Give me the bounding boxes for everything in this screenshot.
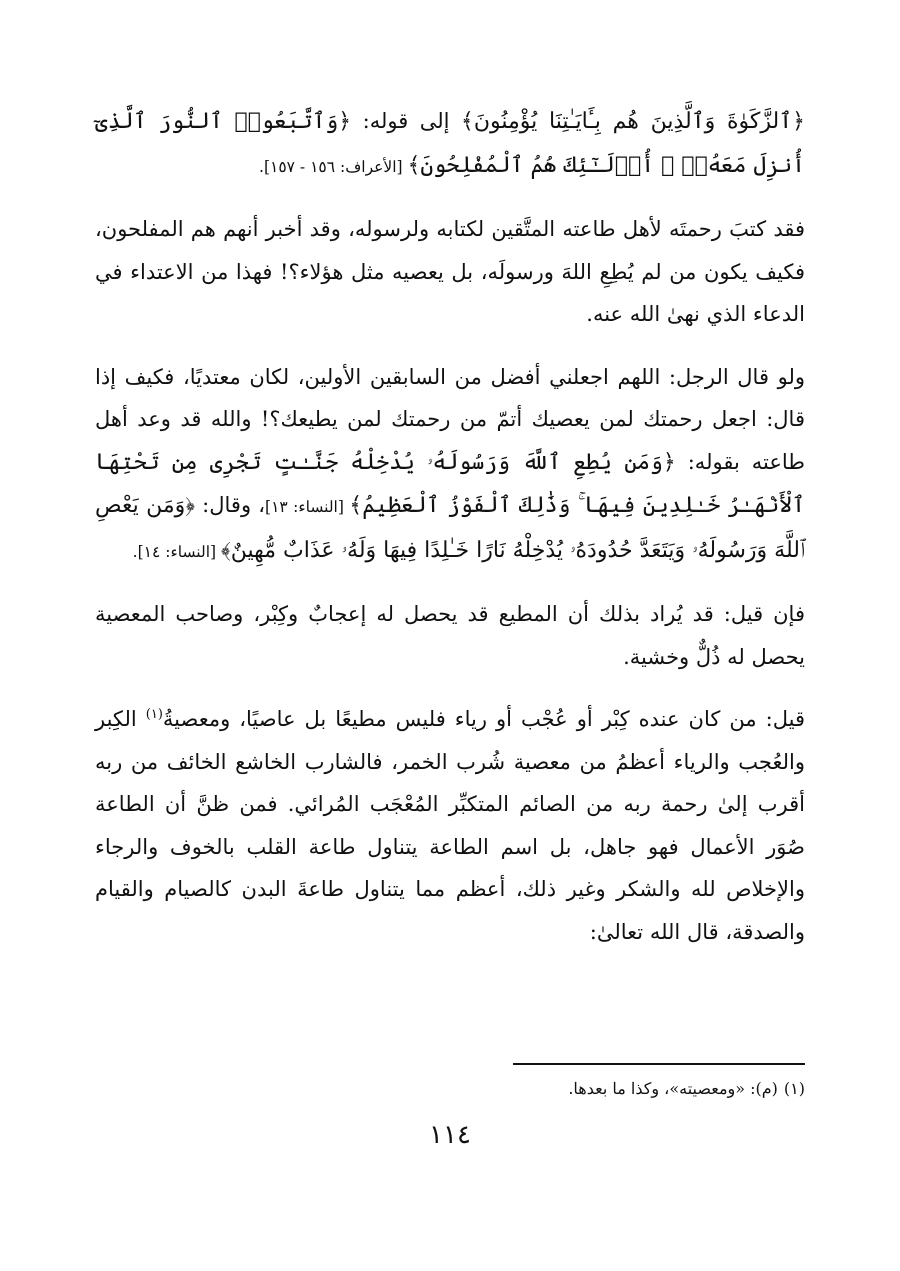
footnote-number: (١) <box>783 1079 805 1098</box>
paragraph-text: قيل: من كان عنده كِبْر أو عُجْب أو رياء فليس مطيعًا بل عاصيًا، ومعصيةُ <box>162 707 805 731</box>
paragraph-5 <box>95 698 805 953</box>
paragraph-1 <box>95 100 805 188</box>
quran-verse: ﴿وَٱتَّبَعُوا۟ ٱلنُّورَ ٱلَّذِىٓ أُنزِلَ مَعَهُۥٓ ۙ أُو۟لَـٰٓئِكَ هُمُ ٱلْمُفْلِحُونَ﴾ <box>95 109 805 178</box>
paragraph-text: الكِبر والعُجب والرياء أعظمُ من معصية شُرب الخمر، فالشارب الخاشع الخائف من ربه أقرب إلىٰ رحمة ربه من الصائم المتكبِّر المُعْجَب المُرائي. فمن ظنَّ أن الطاعة صُوَر الأعمال فهو جاهل، بل اسم الطاعة يتناول طاعة القلب بالخوف والرجاء والإخلاص لله والشكر وغير ذلك، أعظم مما يتناول طاعةَ البدن كالصيام والقيام والصدقة، قال الله تعالىٰ: <box>95 707 805 944</box>
footnote <box>95 1075 805 1103</box>
footnote-marker[interactable]: (١) <box>145 707 163 722</box>
quran-verse: ﴿ٱلزَّكَوٰةَ وَٱلَّذِينَ هُم بِـَٔايَـٰتِنَا يُؤْمِنُونَ﴾ <box>460 109 806 134</box>
page-number: ١١٤ <box>429 1120 471 1150</box>
verse-reference: [النساء: ١٣] <box>265 498 350 516</box>
verse-reference: [النساء: ١٤]. <box>132 542 221 561</box>
paragraph-text: ، وقال: <box>195 493 265 517</box>
paragraph-3 <box>95 356 805 574</box>
quran-verse: ﴿وَمَن يَعْصِ ٱللَّهَ وَرَسُولَهُۥ وَيَتَعَدَّ حُدُودَهُۥ يُدْخِلْهُ نَارًا خَـٰلِدًا فِيهَا وَلَهُۥ عَذَابٌ مُّهِينٌ﴾ <box>95 493 805 563</box>
footnote-divider <box>513 1063 805 1065</box>
verse-reference: [الأعراف: ١٥٦ - ١٥٧]. <box>259 157 408 176</box>
quran-verse: ﴿وَمَن يُطِعِ ٱللَّهَ وَرَسُولَهُۥ يُدْخِلْهُ جَنَّـٰتٍ تَجْرِى مِن تَحْتِهَا ٱلْأَنْهَـٰرُ خَـٰلِدِينَ فِيهَا ۚ وَذَٰلِكَ ٱلْفَوْزُ ٱلْعَظِيمُ﴾ <box>95 449 805 518</box>
paragraph-text: إلى قوله: <box>351 109 461 133</box>
paragraph-4: فإن قيل: قد يُراد بذلك أن المطيع قد يحصل له إعجابٌ وكِبْر، وصاحب المعصية يحصل له ذُلٌّ وخشية. <box>95 602 805 669</box>
paragraph-text: ولو قال الرجل: اللهم اجعلني أفضل من السابقين الأولين، لكان معتديًا، فكيف إذا قال: اجعل رحمتك لمن يعصيك أتمّ من رحمتك لمن يطيعك؟! والله قد وعد أهل طاعته بقوله: <box>95 364 805 474</box>
page-body <box>95 100 805 973</box>
footnote-text: (م): «ومعصيته»، وكذا ما بعدها. <box>568 1079 778 1098</box>
paragraph-2: فقد كتبَ رحمتَه لأهل طاعته المتَّقين لكتابه ولرسوله، وقد أخبر أنهم هم المفلحون، فكيف يكون من لم يُطِعِ اللهَ ورسولَه، بل يعصيه مثل هؤلاء؟! فهذا من الاعتداء في الدعاء الذي نهىٰ الله عنه. <box>95 217 805 326</box>
